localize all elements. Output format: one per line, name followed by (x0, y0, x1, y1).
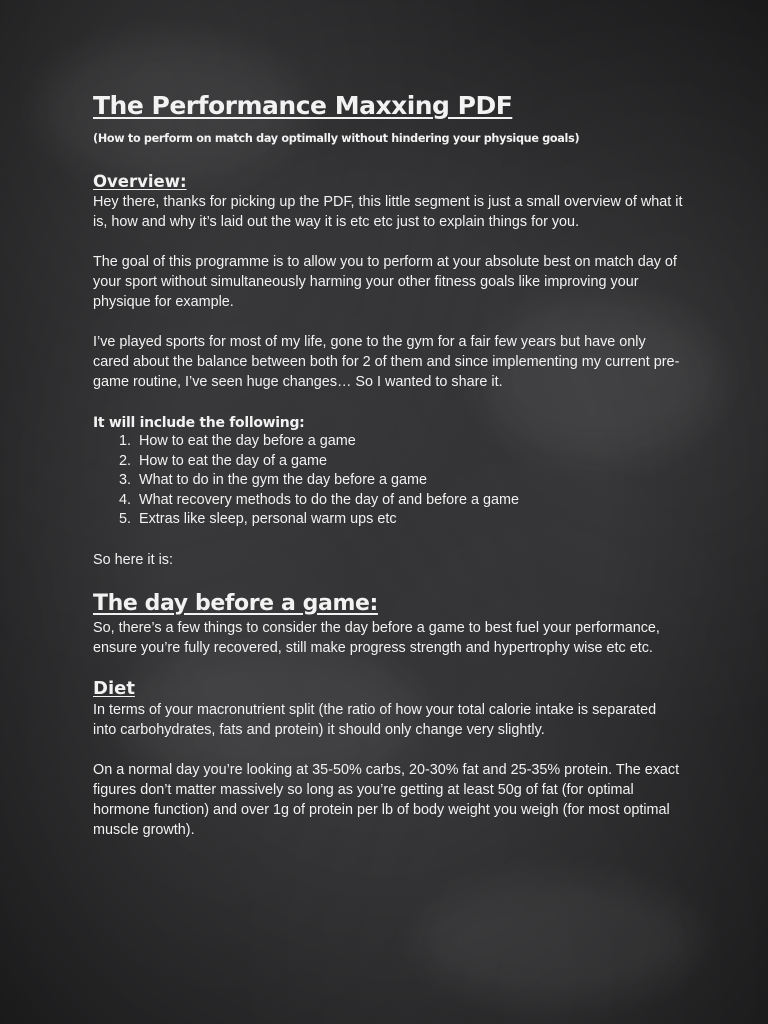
list-item-text: How to eat the day before a game (139, 433, 356, 449)
list-item-number: 2. (118, 452, 131, 469)
list-item-number: 5. (118, 511, 131, 527)
list-item (93, 491, 683, 511)
overview-paragraph: Hey there, thanks for picking up the PDF, this little segment is just a small overview of what it is, how and why it’s laid out the way it is etc etc just to explain things for you. (93, 194, 683, 230)
list-item (93, 510, 683, 530)
list-item-text: What to do in the gym the day before a game (139, 472, 427, 488)
document-title: The Performance Maxxing PDF (93, 91, 513, 120)
list-item-text: Extras like sleep, personal warm ups etc (139, 511, 397, 527)
chalk-smudge (420, 880, 700, 1000)
day-before-paragraph: So, there’s a few things to consider the day before a game to best fuel your performance, ensure you’re fully recovered, still make progress strength and hypertrophy wise etc etc. (93, 619, 660, 656)
list-item (93, 471, 683, 491)
document-subtitle: (How to perform on match day optimally without hindering your physique goals) (93, 132, 580, 145)
list-item (93, 452, 683, 472)
list-item (93, 432, 683, 452)
overview-paragraph: I’ve played sports for most of my life, gone to the gym for a fair few years but have only cared about the balance between both for 2 of them and since implementing my current pre-game routine, I’ve seen huge changes… So I wanted to share it. (93, 334, 680, 390)
list-item-number: 4. (118, 491, 131, 508)
list-item-number: 1. (118, 433, 131, 449)
list-item-number: 3. (118, 472, 131, 488)
include-list (93, 432, 683, 530)
overview-heading: Overview: (93, 172, 187, 191)
diet-paragraph: On a normal day you’re looking at 35-50% carbs, 20-30% fat and 25-35% protein. The exact figures don’t matter massively so long as you’re getting at least 50g of fat (for optimal hormone function) and over 1g of protein per lb of body weight you weigh (for most optimal muscle growth). (93, 761, 680, 838)
include-outro: So here it is: (93, 551, 173, 568)
diet-paragraph: In terms of your macronutrient split (the ratio of how your total calorie intake is separated into carbohydrates, fats and protein) it should only change very slightly. (93, 701, 657, 738)
list-item-text: What recovery methods to do the day of and before a game (139, 491, 519, 508)
overview-paragraph: The goal of this programme is to allow you to perform at your absolute best on match day of your sport without simultaneously harming your other fitness goals like improving your physique for example. (93, 254, 677, 310)
diet-heading: Diet (93, 677, 135, 699)
document-page (93, 88, 683, 840)
day-before-heading: The day before a game: (93, 590, 378, 616)
include-heading: It will include the following: (93, 415, 305, 431)
list-item-text: How to eat the day of a game (139, 452, 327, 469)
